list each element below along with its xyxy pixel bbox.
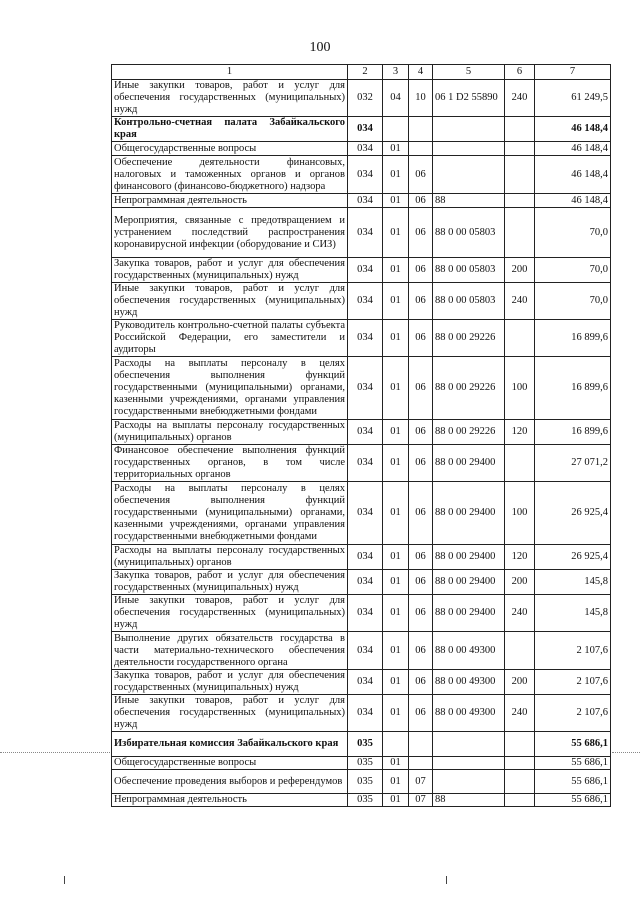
cell-c4: 06 (409, 445, 433, 482)
cell-c2: 034 (348, 156, 383, 194)
cell-c7: 70,0 (535, 258, 611, 283)
cell-c3: 01 (383, 420, 409, 445)
cell-c4: 06 (409, 670, 433, 695)
cell-c2: 034 (348, 117, 383, 142)
table-row (112, 632, 611, 670)
cell-c5: 88 0 00 29226 (433, 420, 505, 445)
cell-desc: Контрольно-счетная палата Забайкальского края (112, 117, 348, 142)
cell-c3: 01 (383, 545, 409, 570)
header-cell: 7 (535, 65, 611, 80)
cell-c5: 88 0 00 29400 (433, 545, 505, 570)
cell-c2: 034 (348, 420, 383, 445)
cell-c3: 01 (383, 156, 409, 194)
header-cell: 5 (433, 65, 505, 80)
cell-c7: 55 686,1 (535, 770, 611, 794)
header-cell: 4 (409, 65, 433, 80)
cell-c2: 034 (348, 142, 383, 156)
table-row (112, 117, 611, 142)
budget-table (111, 64, 611, 807)
cell-desc: Избирательная комиссия Забайкальского края (112, 732, 348, 757)
cell-c4: 06 (409, 482, 433, 545)
table-row (112, 732, 611, 757)
cell-c3: 01 (383, 757, 409, 770)
cell-desc: Непрограммная деятельность (112, 794, 348, 807)
cell-desc: Мероприятия, связанные с предотвращением и устранением последствий распространения коронавирусной инфекции (оборудование и СИЗ) (112, 208, 348, 258)
table-row (112, 320, 611, 357)
cell-c6: 200 (505, 570, 535, 595)
cell-desc: Расходы на выплаты персоналу в целях обеспечения выполнения функций государственными (муниципальными) органами, казенными учреждениями, органами управления государственными внебюджетными фондами (112, 482, 348, 545)
cell-c7: 145,8 (535, 595, 611, 632)
cell-c5: 88 0 00 29400 (433, 445, 505, 482)
cell-c5 (433, 117, 505, 142)
cell-c2: 034 (348, 357, 383, 420)
table-row (112, 208, 611, 258)
cell-c6: 240 (505, 595, 535, 632)
cell-c2: 034 (348, 208, 383, 258)
cell-c6 (505, 732, 535, 757)
cell-c7: 26 925,4 (535, 482, 611, 545)
scan-artifact-mark (446, 876, 447, 884)
table-row (112, 283, 611, 320)
cell-c6 (505, 208, 535, 258)
cell-c3: 01 (383, 142, 409, 156)
cell-c7: 70,0 (535, 208, 611, 258)
cell-c3: 01 (383, 357, 409, 420)
cell-c2: 034 (348, 320, 383, 357)
cell-c5: 88 0 00 05803 (433, 258, 505, 283)
cell-c5 (433, 142, 505, 156)
table-row (112, 445, 611, 482)
cell-c2: 034 (348, 482, 383, 545)
scan-artifact-mark (64, 876, 65, 884)
cell-c3: 01 (383, 320, 409, 357)
cell-c6: 240 (505, 283, 535, 320)
cell-desc: Руководитель контрольно-счетной палаты субъекта Российской Федерации, его заместители и аудиторы (112, 320, 348, 357)
cell-c2: 035 (348, 794, 383, 807)
cell-c5 (433, 757, 505, 770)
table-row (112, 794, 611, 807)
cell-desc: Расходы на выплаты персоналу государственных (муниципальных) органов (112, 545, 348, 570)
cell-c6 (505, 794, 535, 807)
cell-c6 (505, 445, 535, 482)
cell-c3: 01 (383, 770, 409, 794)
cell-c4: 07 (409, 794, 433, 807)
cell-desc: Иные закупки товаров, работ и услуг для обеспечения государственных (муниципальных) нужд (112, 283, 348, 320)
cell-c2: 034 (348, 632, 383, 670)
header-row (112, 65, 611, 80)
cell-c7: 46 148,4 (535, 156, 611, 194)
cell-c5 (433, 156, 505, 194)
cell-desc: Закупка товаров, работ и услуг для обеспечения государственных (муниципальных) нужд (112, 570, 348, 595)
cell-c2: 035 (348, 732, 383, 757)
cell-c6 (505, 770, 535, 794)
cell-c3: 01 (383, 194, 409, 208)
table-row (112, 194, 611, 208)
cell-c5: 88 0 00 49300 (433, 632, 505, 670)
cell-c7: 55 686,1 (535, 794, 611, 807)
cell-c2: 034 (348, 695, 383, 732)
cell-c2: 034 (348, 283, 383, 320)
cell-c2: 035 (348, 757, 383, 770)
cell-c5: 88 0 00 29400 (433, 482, 505, 545)
cell-c4: 06 (409, 258, 433, 283)
cell-c7: 2 107,6 (535, 632, 611, 670)
cell-c6 (505, 156, 535, 194)
cell-c7: 27 071,2 (535, 445, 611, 482)
table-row (112, 757, 611, 770)
cell-c7: 16 899,6 (535, 420, 611, 445)
cell-c4: 06 (409, 194, 433, 208)
cell-c5: 88 (433, 794, 505, 807)
cell-c2: 034 (348, 570, 383, 595)
cell-c6: 200 (505, 670, 535, 695)
cell-c4: 06 (409, 595, 433, 632)
cell-c4: 06 (409, 208, 433, 258)
cell-c3: 04 (383, 80, 409, 117)
cell-c4: 06 (409, 320, 433, 357)
cell-c3: 01 (383, 208, 409, 258)
cell-c4: 10 (409, 80, 433, 117)
cell-c6 (505, 757, 535, 770)
cell-desc: Выполнение других обязательств государства в части материально-технического обеспечения деятельности государственного органа (112, 632, 348, 670)
cell-c5: 88 0 00 29226 (433, 320, 505, 357)
cell-c5: 06 1 D2 55890 (433, 80, 505, 117)
cell-c7: 55 686,1 (535, 732, 611, 757)
cell-c3: 01 (383, 595, 409, 632)
table-row (112, 420, 611, 445)
cell-desc: Иные закупки товаров, работ и услуг для обеспечения государственных (муниципальных) нужд (112, 595, 348, 632)
cell-c4: 06 (409, 420, 433, 445)
cell-c5: 88 (433, 194, 505, 208)
header-cell: 1 (112, 65, 348, 80)
cell-c7: 46 148,4 (535, 142, 611, 156)
cell-c7: 46 148,4 (535, 194, 611, 208)
cell-c7: 61 249,5 (535, 80, 611, 117)
table-row (112, 357, 611, 420)
cell-desc: Закупка товаров, работ и услуг для обеспечения государственных (муниципальных) нужд (112, 670, 348, 695)
cell-desc: Иные закупки товаров, работ и услуг для обеспечения государственных (муниципальных) нужд (112, 80, 348, 117)
cell-c4: 07 (409, 770, 433, 794)
cell-c6: 100 (505, 357, 535, 420)
cell-c2: 034 (348, 545, 383, 570)
cell-c5 (433, 732, 505, 757)
cell-desc: Обеспечение проведения выборов и референдумов (112, 770, 348, 794)
cell-c6: 120 (505, 420, 535, 445)
cell-c5: 88 0 00 29400 (433, 595, 505, 632)
cell-c5: 88 0 00 29226 (433, 357, 505, 420)
cell-c4 (409, 732, 433, 757)
cell-c7: 2 107,6 (535, 670, 611, 695)
cell-c4: 06 (409, 570, 433, 595)
cell-c2: 034 (348, 194, 383, 208)
cell-c6 (505, 194, 535, 208)
cell-c3: 01 (383, 283, 409, 320)
table-row (112, 545, 611, 570)
table-row (112, 670, 611, 695)
cell-c3: 01 (383, 695, 409, 732)
cell-c7: 26 925,4 (535, 545, 611, 570)
cell-c5: 88 0 00 29400 (433, 570, 505, 595)
cell-c6: 240 (505, 80, 535, 117)
cell-c5: 88 0 00 49300 (433, 670, 505, 695)
cell-c4: 06 (409, 357, 433, 420)
cell-desc: Обеспечение деятельности финансовых, налоговых и таможенных органов и органов финансового (финансово-бюджетного) надзора (112, 156, 348, 194)
cell-c5 (433, 770, 505, 794)
cell-c7: 16 899,6 (535, 357, 611, 420)
cell-c6 (505, 320, 535, 357)
cell-c7: 70,0 (535, 283, 611, 320)
cell-desc: Расходы на выплаты персоналу государственных (муниципальных) органов (112, 420, 348, 445)
cell-c3 (383, 117, 409, 142)
cell-c6: 100 (505, 482, 535, 545)
cell-c4: 06 (409, 545, 433, 570)
cell-desc: Финансовое обеспечение выполнения функций государственных органов, в том числе территориальных органов (112, 445, 348, 482)
table-row (112, 80, 611, 117)
cell-c5: 88 0 00 05803 (433, 208, 505, 258)
header-cell: 6 (505, 65, 535, 80)
cell-c4: 06 (409, 632, 433, 670)
cell-c7: 145,8 (535, 570, 611, 595)
cell-c6 (505, 632, 535, 670)
cell-c2: 034 (348, 445, 383, 482)
cell-c4: 06 (409, 283, 433, 320)
cell-c7: 16 899,6 (535, 320, 611, 357)
cell-c3: 01 (383, 632, 409, 670)
header-cell: 3 (383, 65, 409, 80)
cell-c2: 035 (348, 770, 383, 794)
table-row (112, 770, 611, 794)
cell-c6: 200 (505, 258, 535, 283)
cell-c3: 01 (383, 794, 409, 807)
cell-desc: Общегосударственные вопросы (112, 142, 348, 156)
cell-c4 (409, 142, 433, 156)
cell-c6 (505, 117, 535, 142)
table-row (112, 695, 611, 732)
table-row (112, 258, 611, 283)
cell-c7: 46 148,4 (535, 117, 611, 142)
table-row (112, 142, 611, 156)
table-row (112, 570, 611, 595)
cell-c3 (383, 732, 409, 757)
cell-c7: 2 107,6 (535, 695, 611, 732)
cell-c3: 01 (383, 570, 409, 595)
scan-artifact-line (612, 752, 640, 753)
cell-c2: 034 (348, 670, 383, 695)
cell-c6: 240 (505, 695, 535, 732)
cell-c6 (505, 142, 535, 156)
cell-c4: 06 (409, 695, 433, 732)
cell-c5: 88 0 00 05803 (433, 283, 505, 320)
header-cell: 2 (348, 65, 383, 80)
cell-c3: 01 (383, 482, 409, 545)
cell-desc: Иные закупки товаров, работ и услуг для обеспечения государственных (муниципальных) нужд (112, 695, 348, 732)
cell-desc: Общегосударственные вопросы (112, 757, 348, 770)
table-row (112, 595, 611, 632)
cell-desc: Непрограммная деятельность (112, 194, 348, 208)
cell-c6: 120 (505, 545, 535, 570)
cell-c3: 01 (383, 445, 409, 482)
cell-c2: 034 (348, 595, 383, 632)
cell-c4 (409, 757, 433, 770)
cell-c3: 01 (383, 670, 409, 695)
cell-c2: 034 (348, 258, 383, 283)
cell-c4 (409, 117, 433, 142)
cell-c5: 88 0 00 49300 (433, 695, 505, 732)
cell-desc: Закупка товаров, работ и услуг для обеспечения государственных (муниципальных) нужд (112, 258, 348, 283)
cell-c3: 01 (383, 258, 409, 283)
cell-c4: 06 (409, 156, 433, 194)
cell-c2: 032 (348, 80, 383, 117)
cell-desc: Расходы на выплаты персоналу в целях обеспечения выполнения функций государственными (муниципальными) органами, казенными учреждениями, органами управления государственными внебюджетными фондами (112, 357, 348, 420)
table-row (112, 156, 611, 194)
page-number: 100 (309, 40, 331, 55)
scan-artifact-line (0, 752, 110, 753)
cell-c7: 55 686,1 (535, 757, 611, 770)
table-row (112, 482, 611, 545)
